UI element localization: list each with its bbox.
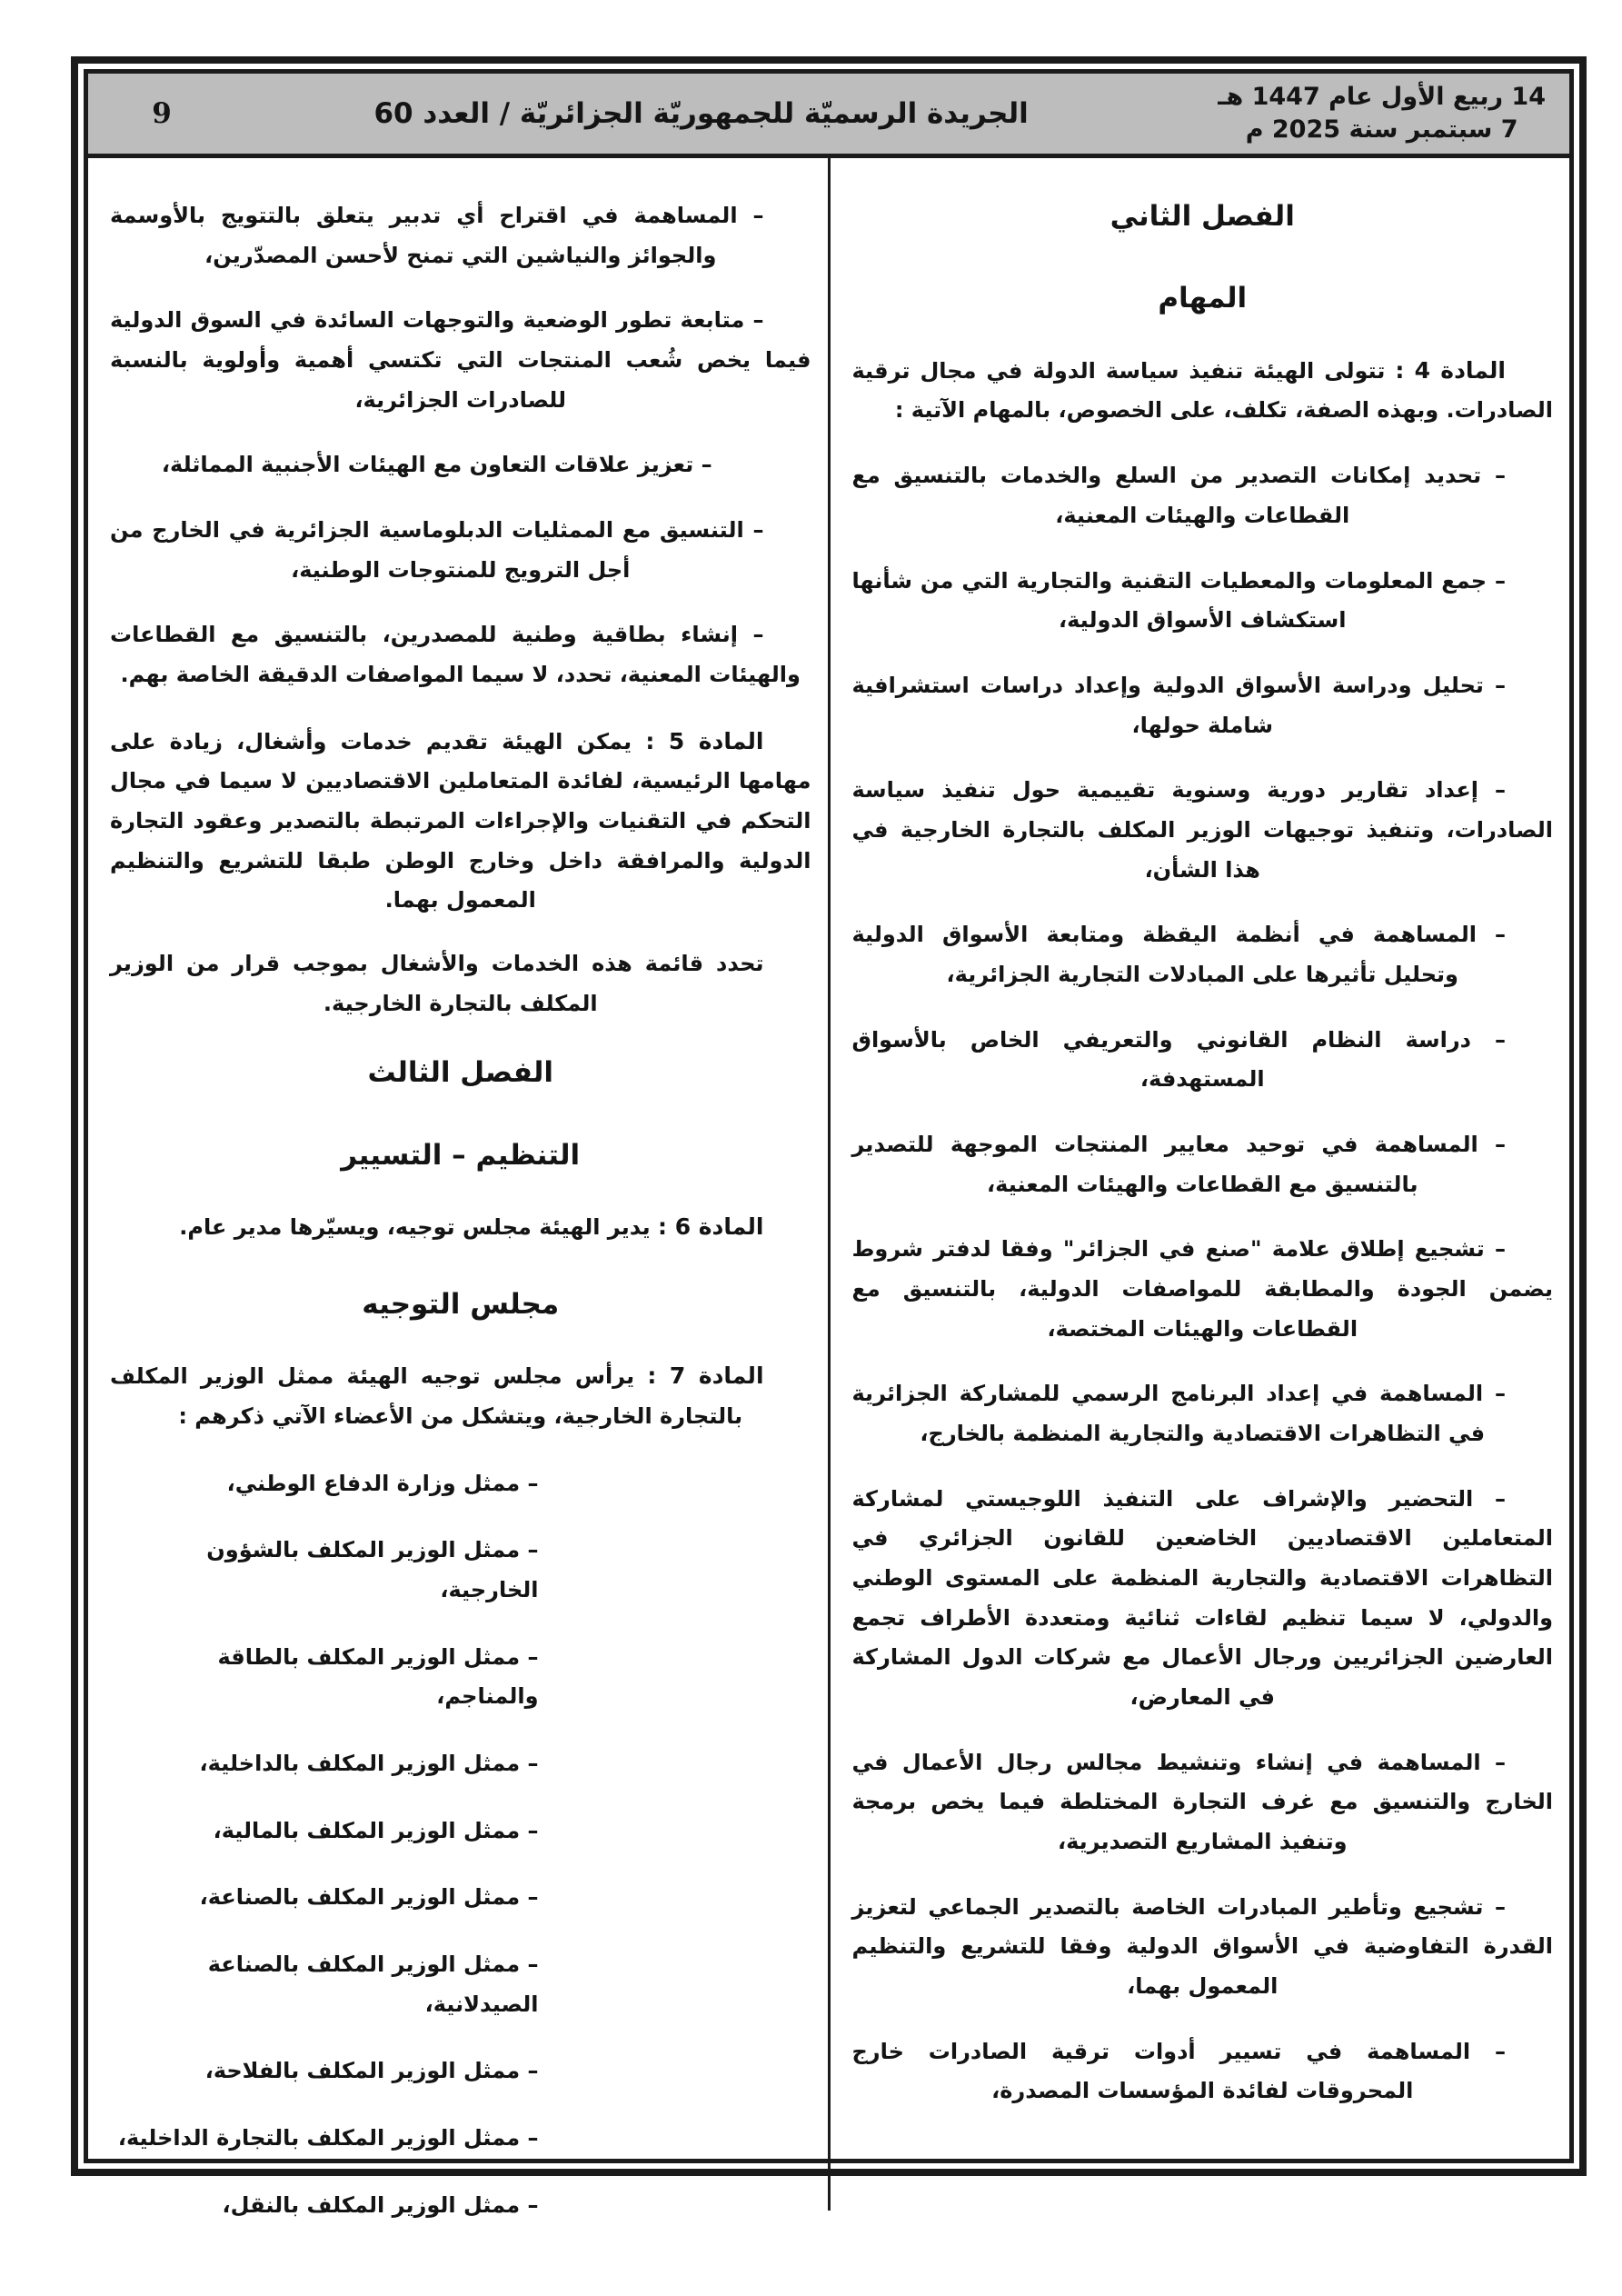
mission-item: – المساهمة في تسيير أدوات ترقية الصادرات خارج المحروقات لفائدة المؤسسات المصدرة، xyxy=(851,2038,1506,2104)
article-5-label: المادة 5 : xyxy=(645,727,764,754)
mission-item: – دراسة النظام القانوني والتعريفي الخاص بالأسواق المستهدفة، xyxy=(851,1026,1506,1093)
mission-item: – جمع المعلومات والمعطيات التقنية والتجارية التي من شأنها استكشاف الأسواق الدولية، xyxy=(851,567,1506,634)
page-frame-outer xyxy=(71,56,1587,2218)
article-7-paragraph xyxy=(110,1355,811,1436)
mission-item: – المساهمة في إنشاء وتنشيط مجالس رجال الأعمال في الخارج والتنسيق مع غرف التجارة المختلطة فيما يخص برمجة وتنفيذ المشاريع التصديرية، xyxy=(851,1749,1553,1854)
member-item: – ممثل الوزير المكلف بالفلاحة، xyxy=(204,2058,539,2084)
page-frame-inner xyxy=(84,69,1574,2218)
member-item: – ممثل الوزير المكلف بالشؤون الخارجية، xyxy=(206,1537,539,1602)
mission-item: – التحضير والإشراف على التنفيذ اللوجيستي لمشاركة المتعاملين الاقتصاديين الخاضعين للقانون الجزائري في التظاهرات الاقتصادية والتجارية المنظمة على المستوى الوطني والدولي، لا سيما تنظيم لقاءات ثنائية ومتعددة الأطراف تجمع العارضين الجزائريين ورجال الأعمال مع شركات الدول المشاركة في المعارض، xyxy=(851,1485,1553,1710)
gregorian-date: 7 سبتمبر سنة 2025 م xyxy=(1245,115,1518,144)
member-item: – ممثل الوزير المكلف بالتجارة الداخلية، xyxy=(117,2125,539,2151)
article-6-paragraph xyxy=(110,1206,811,1248)
header-band xyxy=(88,74,1569,158)
article-4-text: تتولى الهيئة تنفيذ سياسة الدولة في مجال ترقية الصادرات. وبهذه الصفة، تكلف، على الخصوص، بالمهام الآتية : xyxy=(851,357,1553,424)
mission-item: – تعزيز علاقات التعاون مع الهيئات الأجنبية المماثلة، xyxy=(161,452,712,478)
column-right xyxy=(831,158,1570,2252)
member-item: – ممثل الوزير المكلف بالداخلية، xyxy=(199,1751,539,1777)
article-4-label: المادة 4 : xyxy=(1395,356,1506,384)
mission-item: – المساهمة في أنظمة اليقظة ومتابعة الأسواق الدولية وتحليل تأثيرها على المبادلات التجارية الجزائرية، xyxy=(851,922,1506,987)
hijri-date: 14 ربيع الأول عام 1447 هـ xyxy=(1218,82,1546,111)
member-item: – ممثل وزارة الدفاع الوطني، xyxy=(226,1470,539,1496)
article-5-text: يمكن الهيئة تقديم خدمات وأشغال، زيادة على مهامها الرئيسية، لفائدة المتعاملين الاقتصاديين لا سيما في مجال التحكم في التقنيات والإجراءات المرتبطة بالتصدير وعقود التجارة الدولية والمرافقة داخل وخارج الوطن طبقا للتشريع والتنظيم المعمول بهما. xyxy=(110,728,811,913)
board-heading: مجلس التوجيه xyxy=(362,1287,560,1321)
page-number: 9 xyxy=(152,97,172,130)
article-7-text: يرأس مجلس توجيه الهيئة ممثل الوزير المكلف بالتجارة الخارجية، ويتشكل من الأعضاء الآتي ذكرهم : xyxy=(110,1363,743,1429)
column-divider xyxy=(828,158,831,2211)
mission-item: – المساهمة في إعداد البرنامج الرسمي للمشاركة الجزائرية في التظاهرات الاقتصادية والتجارية المنظمة بالخارج، xyxy=(851,1381,1506,1446)
article-7-label: المادة 7 : xyxy=(647,1363,764,1390)
column-left xyxy=(88,158,828,2252)
mission-item: – التنسيق مع الممثليات الدبلوماسية الجزائرية في الخارج من أجل الترويج للمنتوجات الوطنية، xyxy=(110,517,764,583)
mission-item: – تشجيع إطلاق علامة "صنع في الجزائر" وفقا لدفتر شروط يضمن الجودة والمطابقة للمواصفات الدولية، بالتنسيق مع القطاعات والهيئات المختصة، xyxy=(851,1236,1553,1342)
mission-item: – متابعة تطور الوضعية والتوجهات السائدة في السوق الدولية فيما يخص شُعب المنتجات التي تكتسي أهمية وأولوية بالنسبة للصادرات الجزائرية، xyxy=(110,307,811,413)
journal-title: الجريدة الرسميّة للجمهوريّة الجزائريّة / العدد 60 xyxy=(373,97,1029,130)
article-6-label: المادة 6 : xyxy=(657,1213,764,1241)
mission-item: – إنشاء بطاقية وطنية للمصدرين، بالتنسيق مع القطاعات والهيئات المعنية، تحدد، لا سيما المواصفات الدقيقة الخاصة بهم. xyxy=(110,622,801,688)
member-item: – ممثل الوزير المكلف بالصناعة الصيدلانية، xyxy=(207,1952,539,2017)
mission-item: – المساهمة في اقتراح أي تدبير يتعلق بالتتويج بالأوسمة والجوائز والنياشين التي تمنح لأحسن المصدّرين، xyxy=(110,203,764,268)
tasks-heading: المهام xyxy=(1158,282,1248,315)
header-dates xyxy=(1218,81,1546,147)
gazette-page xyxy=(71,56,1587,2218)
mission-item: – المساهمة في توحيد معايير المنتجات الموجهة للتصدير بالتنسيق مع القطاعات والهيئات المعنية، xyxy=(851,1131,1506,1197)
chapter-3-heading: الفصل الثالث xyxy=(367,1056,554,1090)
content-area xyxy=(88,158,1569,2252)
member-item: – ممثل الوزير المكلف بالمالية، xyxy=(213,1817,539,1843)
article-6-text: يدير الهيئة مجلس توجيه، ويسيّرها مدير عام. xyxy=(179,1214,651,1241)
services-note-paragraph: تحدد قائمة هذه الخدمات والأشغال بموجب قرار من الوزير المكلف بالتجارة الخارجية. xyxy=(110,951,764,1016)
member-item: – ممثل الوزير المكلف بالطاقة والمناجم، xyxy=(217,1643,539,1710)
chapter-2-heading: الفصل الثاني xyxy=(1110,200,1295,233)
mission-item: – تحليل ودراسة الأسواق الدولية وإعداد دراسات استشرافية شاملة حولها، xyxy=(851,672,1506,738)
member-item: – ممثل الوزير المكلف بالصناعة، xyxy=(199,1884,539,1911)
organisation-heading: التنظيم – التسيير xyxy=(341,1138,581,1172)
mission-item: – تحديد إمكانات التصدير من السلع والخدمات بالتنسيق مع القطاعات والهيئات المعنية، xyxy=(851,463,1506,528)
mission-item: – تشجيع وتأطير المبادرات الخاصة بالتصدير الجماعي لتعزيز القدرة التفاوضية في الأسواق الدولية وفقا للتشريع والتنظيم المعمول بهما، xyxy=(851,1893,1553,1999)
article-4-paragraph xyxy=(852,350,1554,431)
member-item: – ممثل الوزير المكلف بالنقل، xyxy=(222,2191,539,2218)
article-5-paragraph xyxy=(110,721,811,921)
mission-item: – إعداد تقارير دورية وسنوية تقييمية حول تنفيذ سياسة الصادرات، وتنفيذ توجيهات الوزير المكلف بالتجارة الخارجية في هذا الشأن، xyxy=(851,777,1553,883)
